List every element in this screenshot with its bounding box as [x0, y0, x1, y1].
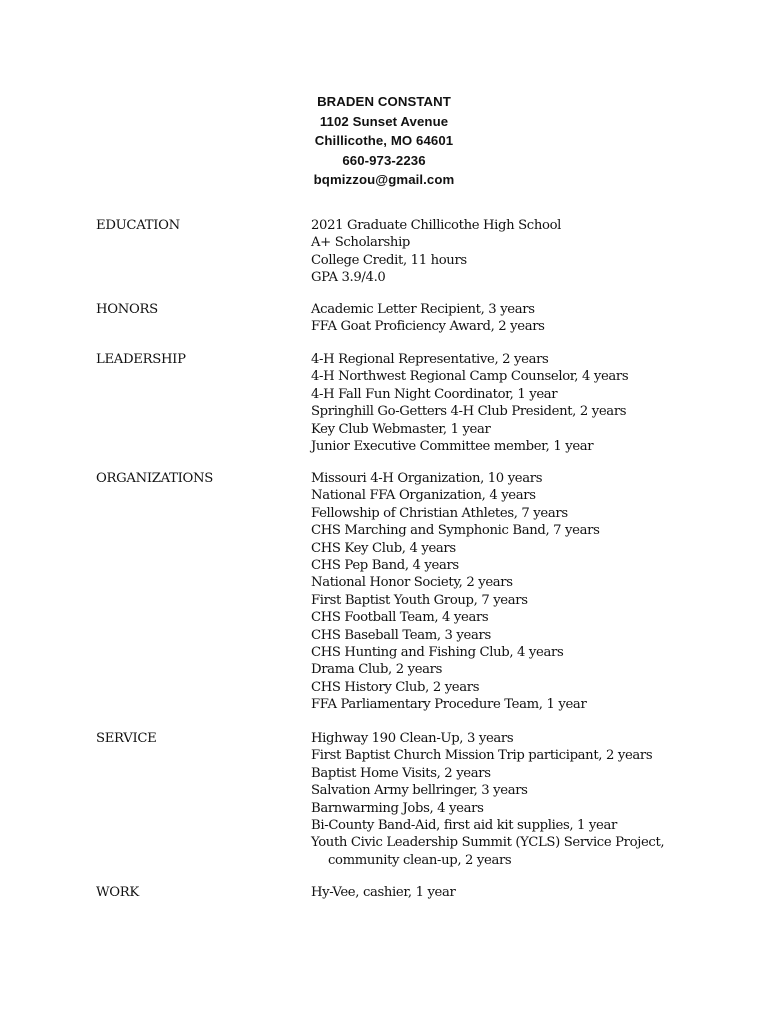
list-item: Academic Letter Recipient, 3 years	[311, 302, 535, 317]
list-item: National Honor Society, 2 years	[311, 575, 513, 591]
resume-header	[0, 92, 768, 190]
list-item: First Baptist Church Mission Trip participant, 2 years	[311, 748, 653, 764]
list-item: National FFA Organization, 4 years	[311, 488, 536, 504]
work-list	[311, 884, 455, 901]
section-label-work: WORK	[96, 885, 139, 900]
list-item: CHS History Club, 2 years	[311, 679, 480, 695]
list-item: CHS Baseball Team, 3 years	[311, 627, 491, 643]
section-label-leadership: LEADERSHIP	[96, 352, 186, 367]
list-item: Missouri 4-H Organization, 10 years	[311, 471, 543, 486]
list-item: CHS Hunting and Fishing Club, 4 years	[311, 645, 564, 661]
list-item: Drama Club, 2 years	[311, 662, 443, 678]
list-item-continuation: community clean-up, 2 years	[328, 852, 512, 868]
section-label-service: SERVICE	[96, 731, 157, 746]
list-item: CHS Marching and Symphonic Band, 7 years	[311, 523, 600, 539]
list-item: Barnwarming Jobs, 4 years	[311, 800, 484, 816]
section-label-organizations: ORGANIZATIONS	[96, 471, 214, 486]
list-item: Salvation Army bellringer, 3 years	[311, 783, 528, 799]
phone-number: 660-973-2236	[342, 152, 426, 168]
list-item: 4-H Regional Representative, 2 years	[311, 352, 549, 367]
education-list	[311, 217, 561, 287]
email-address: bqmizzou@gmail.com	[313, 172, 455, 188]
list-item: 2021 Graduate Chillicothe High School	[311, 218, 562, 233]
list-item: 4-H Fall Fun Night Coordinator, 1 year	[311, 386, 558, 402]
list-item: GPA 3.9/4.0	[311, 270, 386, 286]
list-item: Hy-Vee, cashier, 1 year	[311, 885, 456, 900]
list-item: Springhill Go-Getters 4-H Club President, 2 years	[311, 404, 627, 420]
list-item: CHS Key Club, 4 years	[311, 540, 456, 556]
candidate-name: BRADEN CONSTANT	[317, 94, 451, 109]
list-item: A+ Scholarship	[311, 235, 411, 251]
organizations-list	[311, 470, 600, 714]
list-item: First Baptist Youth Group, 7 years	[311, 592, 528, 608]
street-address: 1102 Sunset Avenue	[319, 113, 449, 129]
list-item: Highway 190 Clean-Up, 3 years	[311, 731, 514, 746]
list-item: Fellowship of Christian Athletes, 7 years	[311, 505, 568, 521]
leadership-list	[311, 351, 628, 455]
list-item: College Credit, 11 hours	[311, 252, 467, 268]
list-item: Baptist Home Visits, 2 years	[311, 765, 491, 781]
list-item: FFA Goat Proficiency Award, 2 years	[311, 319, 545, 335]
list-item: 4-H Northwest Regional Camp Counselor, 4 years	[311, 369, 629, 385]
list-item: Junior Executive Committee member, 1 year	[311, 439, 594, 455]
service-list	[311, 730, 664, 869]
list-item: Key Club Webmaster, 1 year	[311, 421, 491, 437]
list-item: Bi-County Band-Aid, first aid kit supplies, 1 year	[311, 818, 617, 834]
list-item: CHS Pep Band, 4 years	[311, 558, 459, 574]
section-label-honors: HONORS	[96, 302, 158, 317]
city-state-zip: Chillicothe, MO 64601	[314, 133, 454, 149]
honors-list	[311, 301, 545, 336]
list-item: CHS Football Team, 4 years	[311, 610, 489, 626]
list-item: Youth Civic Leadership Summit (YCLS) Service Project,	[311, 835, 665, 851]
list-item: FFA Parliamentary Procedure Team, 1 year	[311, 697, 587, 713]
section-label-education: EDUCATION	[96, 218, 180, 233]
